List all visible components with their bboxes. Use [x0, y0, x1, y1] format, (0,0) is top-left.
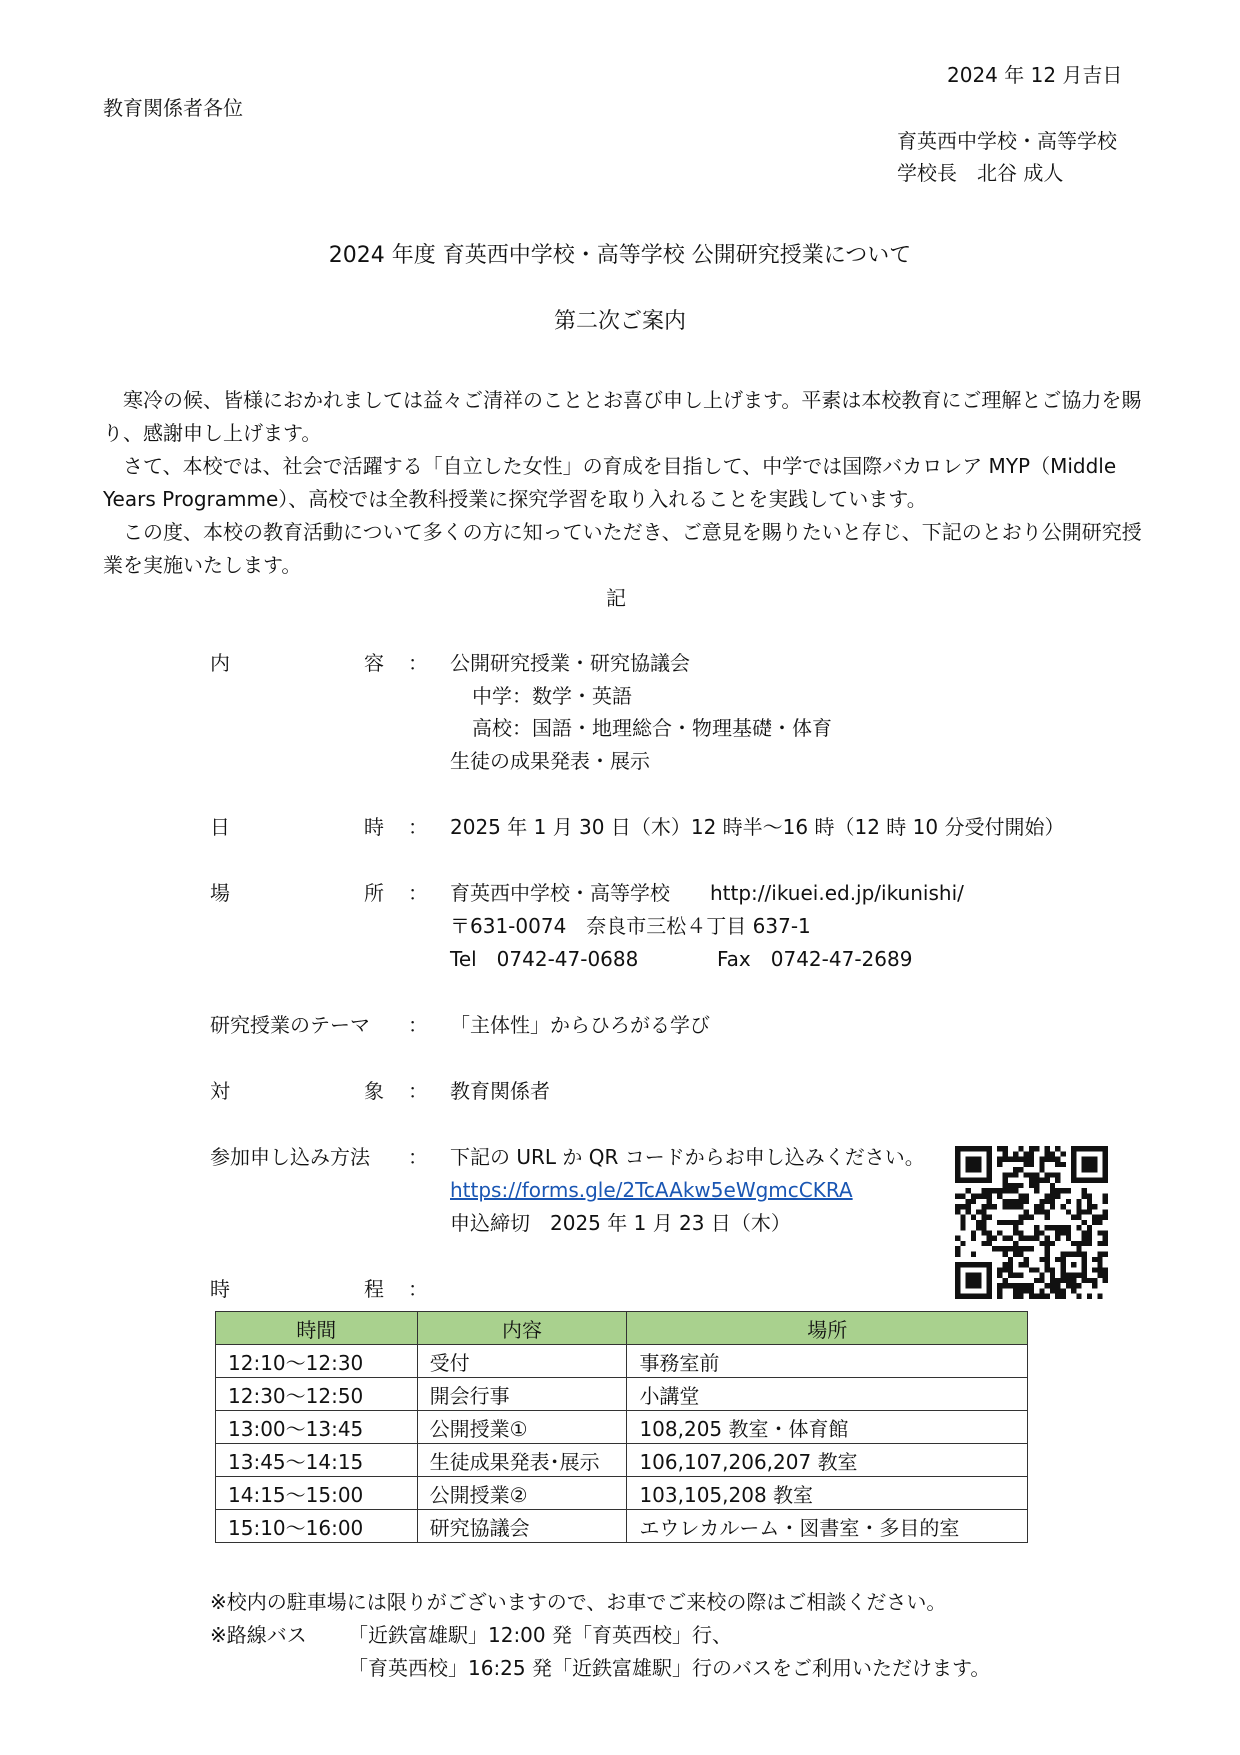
datetime-label-char-2: 時: [364, 815, 384, 839]
body-paragraph-3: この度、本校の教育活動について多くの方に知っていただき、ご意見を賜りたいと存じ、下記のとおり公開研究授業を実施いたします。: [103, 520, 1142, 577]
place-label-char-2: 所: [364, 881, 384, 905]
content-line-2: 中学：数学・英語: [472, 684, 632, 708]
content-line-4: 生徒の成果発表・展示: [450, 749, 650, 773]
cell-time: 14:15～15:00: [216, 1477, 418, 1510]
cell-time: 13:45～14:15: [216, 1444, 418, 1477]
apply-deadline: 申込締切 2025 年 1 月 23 日（木）: [450, 1211, 791, 1235]
place-address: 〒631-0074 奈良市三松４丁目 637-1: [450, 914, 811, 938]
place-fax: Fax 0742-47-2689: [717, 947, 913, 971]
cell-place: 事務室前: [627, 1345, 1028, 1378]
table-row: [216, 1378, 1028, 1411]
sender-principal: 学校長 北谷 成人: [897, 161, 1064, 185]
target-value: 教育関係者: [450, 1079, 550, 1103]
cell-content: 生徒成果発表･展示: [417, 1444, 627, 1477]
sender-school: 育英西中学校・高等学校: [897, 129, 1117, 153]
schedule-colon: ：: [408, 1277, 428, 1301]
datetime-label-char-1: 日: [210, 815, 230, 839]
content-line-3: 高校：国語・地理総合・物理基礎・体育: [472, 716, 832, 740]
cell-place: 小講堂: [627, 1378, 1028, 1411]
place-name: 育英西中学校・高等学校: [450, 881, 670, 905]
theme-value: 「主体性」からひろがる学び: [450, 1013, 710, 1037]
cell-place: 108,205 教室・体育館: [627, 1411, 1028, 1444]
apply-instructions: 下記の URL か QR コードからお申し込みください。: [450, 1145, 925, 1169]
cell-place: 106,107,206,207 教室: [627, 1444, 1028, 1477]
cell-time: 13:00～13:45: [216, 1411, 418, 1444]
datetime-value: 2025 年 1 月 30 日（木）12 時半～16 時（12 時 10 分受付開始）: [450, 815, 1065, 839]
schedule-header-row: [216, 1312, 1028, 1345]
header-place: 場所: [627, 1312, 1028, 1345]
cell-time: 12:30～12:50: [216, 1378, 418, 1411]
datetime-colon: ：: [408, 815, 428, 839]
cell-content: 受付: [417, 1345, 627, 1378]
table-row: [216, 1345, 1028, 1378]
bus-note-label: ※路線バス: [210, 1623, 307, 1647]
bus-note-line-1: 「近鉄富雄駅」12:00 発「育英西校」行、: [348, 1623, 732, 1647]
cell-place: 103,105,208 教室: [627, 1477, 1028, 1510]
cell-time: 12:10～12:30: [216, 1345, 418, 1378]
target-colon: ：: [408, 1079, 428, 1103]
table-row: [216, 1411, 1028, 1444]
application-form-link[interactable]: https://forms.gle/2TcAAkw5eWgmcCKRA: [450, 1178, 853, 1202]
content-label-char-2: 容: [364, 651, 384, 675]
qr-code-icon[interactable]: [955, 1146, 1108, 1299]
cell-content: 公開授業②: [417, 1477, 627, 1510]
parking-note: ※校内の駐車場には限りがございますので、お車でご来校の際はご相談ください。: [210, 1590, 947, 1614]
body-paragraph-2: さて、本校では、社会で活躍する「自立した女性」の育成を目指して、中学では国際バカロレア MYP（Middle Years Programme）、高校では全教科授業に探究学習を取り入れることを実践しています。: [103, 454, 1117, 511]
table-row: [216, 1477, 1028, 1510]
place-colon: ：: [408, 881, 428, 905]
schedule-label-char-1: 時: [210, 1277, 230, 1301]
schedule-table: [215, 1311, 1028, 1543]
theme-label: 研究授業のテーマ: [210, 1013, 370, 1037]
apply-label: 参加申し込み方法: [210, 1145, 370, 1169]
content-line-1: 公開研究授業・研究協議会: [450, 651, 690, 675]
document-subtitle: 第二次ご案内: [553, 309, 686, 334]
place-url: http://ikuei.ed.jp/ikunishi/: [710, 881, 964, 905]
apply-colon: ：: [408, 1145, 428, 1169]
document-date: 2024 年 12 月吉日: [947, 63, 1123, 87]
theme-colon: ：: [408, 1013, 428, 1037]
cell-content: 公開授業①: [417, 1411, 627, 1444]
schedule-label-char-2: 程: [364, 1277, 384, 1301]
target-label-char-2: 象: [364, 1079, 384, 1103]
cell-content: 開会行事: [417, 1378, 627, 1411]
content-colon: ：: [408, 651, 428, 675]
table-row: [216, 1444, 1028, 1477]
ki-marker: 記: [606, 586, 626, 610]
cell-time: 15:10～16:00: [216, 1510, 418, 1543]
place-tel: Tel 0742-47-0688: [450, 947, 639, 971]
addressee: 教育関係者各位: [103, 96, 243, 120]
bus-note-line-2: 「育英西校」16:25 発「近鉄富雄駅」行のバスをご利用いただけます。: [348, 1656, 991, 1680]
target-label-char-1: 対: [210, 1079, 230, 1103]
cell-place: エウレカルーム・図書室・多目的室: [627, 1510, 1028, 1543]
header-content: 内容: [417, 1312, 627, 1345]
document-title: 2024 年度 育英西中学校・高等学校 公開研究授業について: [328, 243, 912, 268]
header-time: 時間: [216, 1312, 418, 1345]
body-text: [103, 384, 1143, 582]
place-label-char-1: 場: [210, 881, 230, 905]
table-row: [216, 1510, 1028, 1543]
content-label-char-1: 内: [210, 651, 230, 675]
body-paragraph-1: 寒冷の候、皆様におかれましては益々ご清祥のこととお喜び申し上げます。平素は本校教育にご理解とご協力を賜り、感謝申し上げます。: [103, 388, 1142, 445]
cell-content: 研究協議会: [417, 1510, 627, 1543]
